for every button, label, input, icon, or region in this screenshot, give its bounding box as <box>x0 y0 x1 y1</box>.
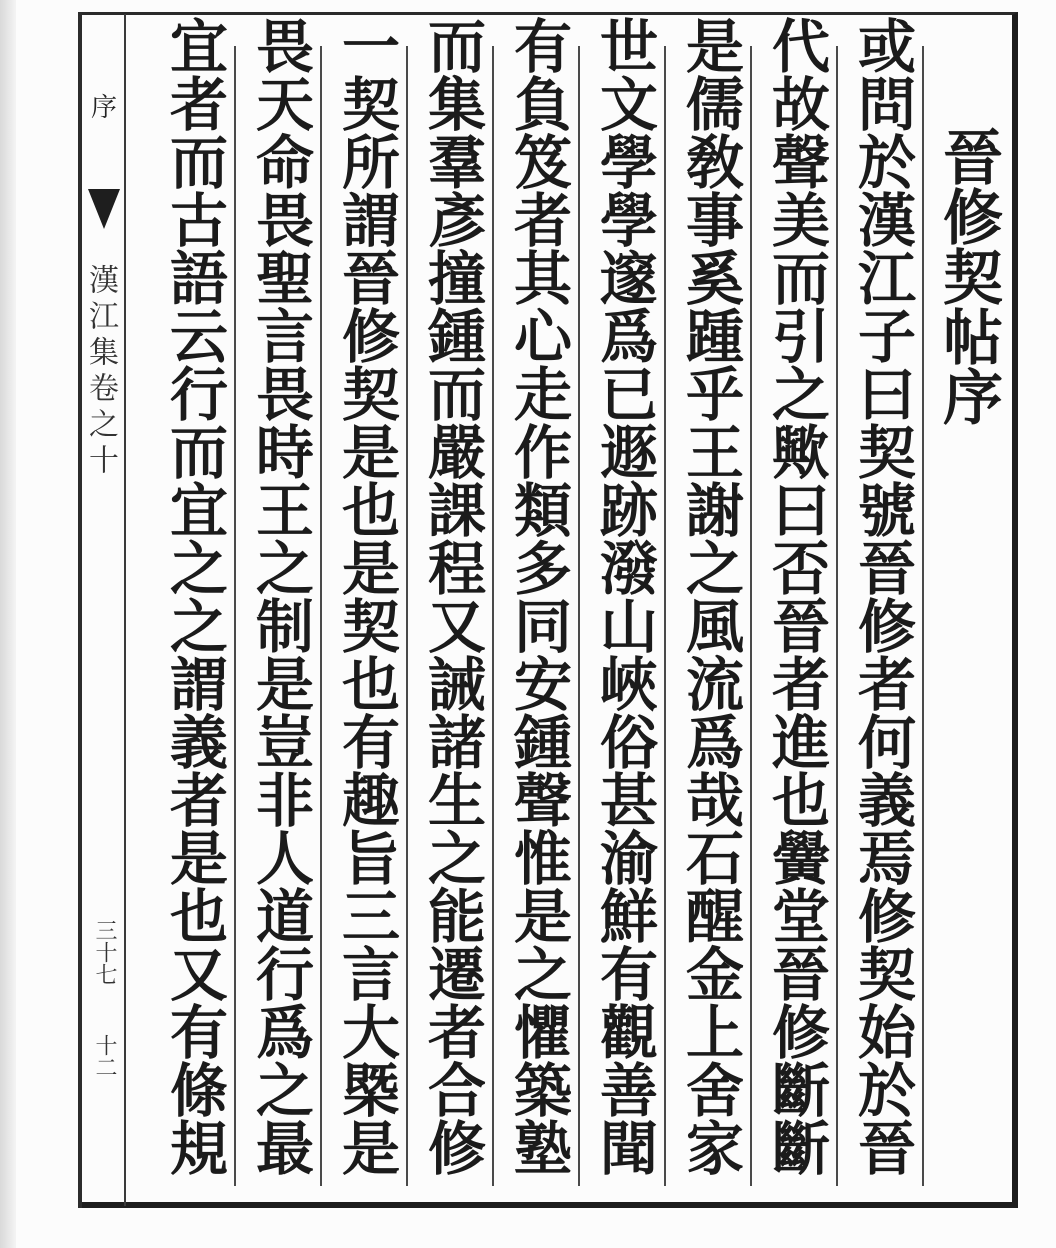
text-column-5: 有負笈者其心走作類多同安鍾聲惟是之懼築塾 <box>504 16 572 1176</box>
margin-collection-label: 漢江集卷之十 <box>83 264 118 480</box>
document-title: 晉修契帖序 <box>933 126 1003 426</box>
scan-edge <box>0 0 16 1248</box>
margin-bottom-mark: 十二 <box>92 1034 117 1078</box>
text-column-6: 而集羣彥撞鍾而嚴課程又誡諸生之能遷者合修 <box>418 16 486 1176</box>
text-column-7: 一契所謂晉修契是也是契也有趣旨三言大槩是 <box>332 16 400 1176</box>
text-column-3: 是儒敎事奚踵乎王謝之風流爲哉石醒金上舍家 <box>676 16 744 1176</box>
text-column-1: 或問於漢江子曰契號晉修者何義焉修契始於晉 <box>848 16 916 1176</box>
text-column-2: 代故聲美而引之歟曰否晉者進也黌堂晉修斷斷 <box>762 16 830 1176</box>
text-column-4: 世文學學邃爲已遯跡潑山峽俗甚渝鮮有觀善聞 <box>590 16 658 1176</box>
margin-mark-top: 序 <box>90 93 117 123</box>
text-column-9: 宜者而古語云行而宜之之謂義者是也又有條規 <box>160 16 228 1176</box>
center-fold-margin <box>82 14 126 1206</box>
text-column-8: 畏天命畏聖言畏時王之制是豈非人道行爲之最 <box>246 16 314 1176</box>
main-text-block <box>126 16 1014 1186</box>
fish-tail-ornament-icon <box>88 189 120 229</box>
margin-page-number: 三十七 <box>92 919 117 985</box>
